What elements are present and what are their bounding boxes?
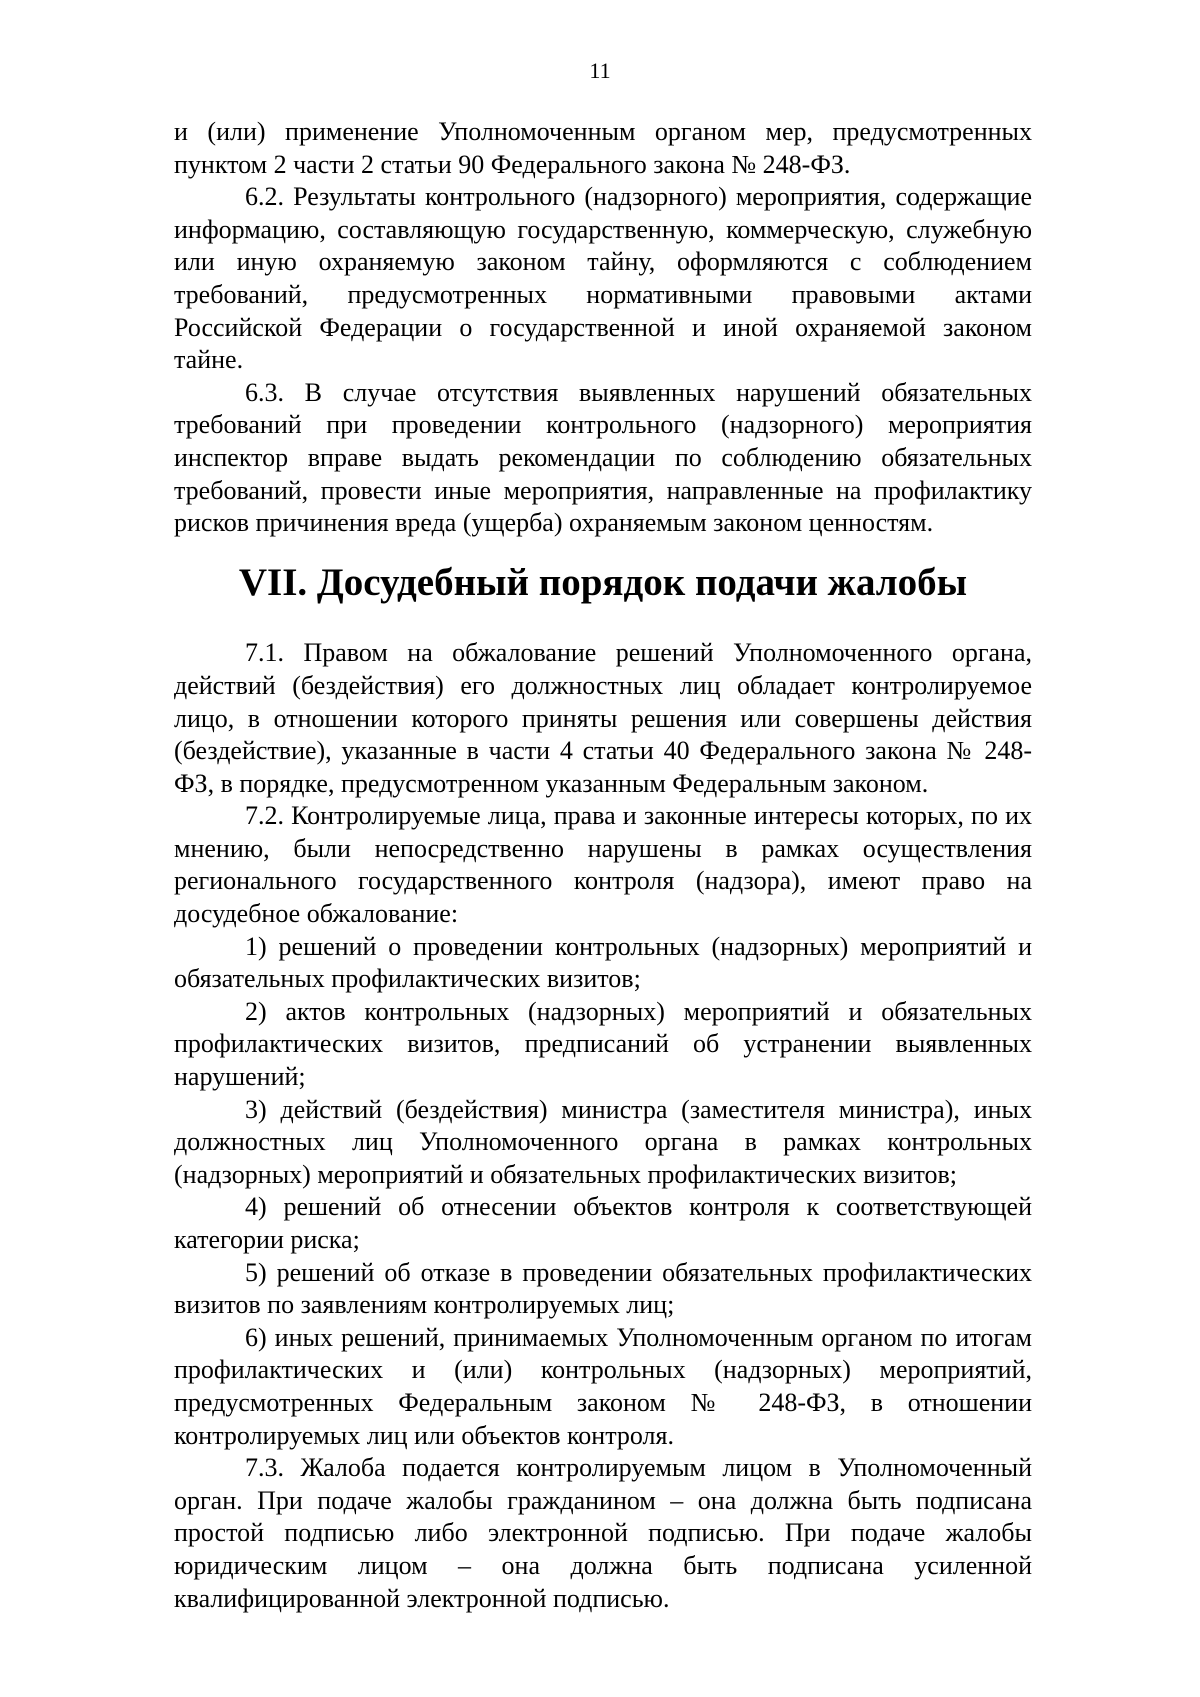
section-heading: VII. Досудебный порядок подачи жалобы (238, 560, 968, 604)
spacer (174, 599, 1032, 637)
paragraph-continued: и (или) применение Уполномоченным органом мер, предусмотренных пунктом 2 части 2 статьи 90 Федерального закона № 248-ФЗ. (174, 117, 1032, 179)
paragraph-7-3: 7.3. Жалоба подается контролируемым лицом в Уполномоченный орган. При подаче жалобы гражданином – она должна быть подписана простой подписью либо электронной подписью. При подаче жалобы юридическим лицом – она должна быть подписана усиленной квалифицированной электронной подписью. (174, 1453, 1032, 1613)
list-item-3: 3) действий (бездействия) министра (заместителя министра), иных должностных лиц Уполномоченного органа в рамках контрольных (надзорных) мероприятий и обязательных профилактических визитов; (174, 1094, 1032, 1189)
paragraph-6-2: 6.2. Результаты контрольного (надзорного) мероприятия, содержащие информацию, составляющую государственную, коммерческую, служебную или иную охраняемую законом тайну, оформляются с соблюдением требований, предусмотренных нормативными правовыми актами Российской Федерации о государственной и иной охраняемой законом тайне. (174, 182, 1032, 375)
paragraph-7-1: 7.1. Правом на обжалование решений Уполномоченного органа, действий (бездействия) его должностных лиц обладает контролируемое лицо, в отношении которого приняты решения или совершены действия (бездействие), указанные в части 4 статьи 40 Федерального закона № 248-ФЗ, в порядке, предусмотренном указанным Федеральным законом. (174, 638, 1032, 798)
document-body (174, 116, 1032, 1615)
list-item-1: 1) решений о проведении контрольных (надзорных) мероприятий и обязательных профилактических визитов; (174, 931, 1032, 994)
paragraph-6-3: 6.3. В случае отсутствия выявленных нарушений обязательных требований при проведении контрольного (надзорного) мероприятия инспектор вправе выдать рекомендации по соблюдению обязательных требований, провести иные мероприятия, направленные на профилактику рисков причинения вреда (ущерба) охраняемым законом ценностям. (174, 377, 1032, 538)
list-item-4: 4) решений об отнесении объектов контроля к соответствующей категории риска; (174, 1192, 1032, 1254)
list-item-5: 5) решений об отказе в проведении обязательных профилактических визитов по заявлениям контролируемых лиц; (174, 1257, 1032, 1320)
page-number: 11 (589, 58, 611, 83)
list-item-2: 2) актов контрольных (надзорных) мероприятий и обязательных профилактических визитов, предписаний об устранении выявленных нарушений; (174, 996, 1032, 1092)
paragraph-7-2: 7.2. Контролируемые лица, права и законные интересы которых, по их мнению, были непосредственно нарушены в рамках осуществления регионального государственного контроля (надзора), имеют право на досудебное обжалование: (174, 801, 1032, 929)
list-item-6: 6) иных решений, принимаемых Уполномоченным органом по итогам профилактических и (или) контрольных (надзорных) мероприятий, предусмотренных Федеральным законом № 248-ФЗ, в отношении контролируемых лиц или объектов контроля. (174, 1322, 1032, 1450)
